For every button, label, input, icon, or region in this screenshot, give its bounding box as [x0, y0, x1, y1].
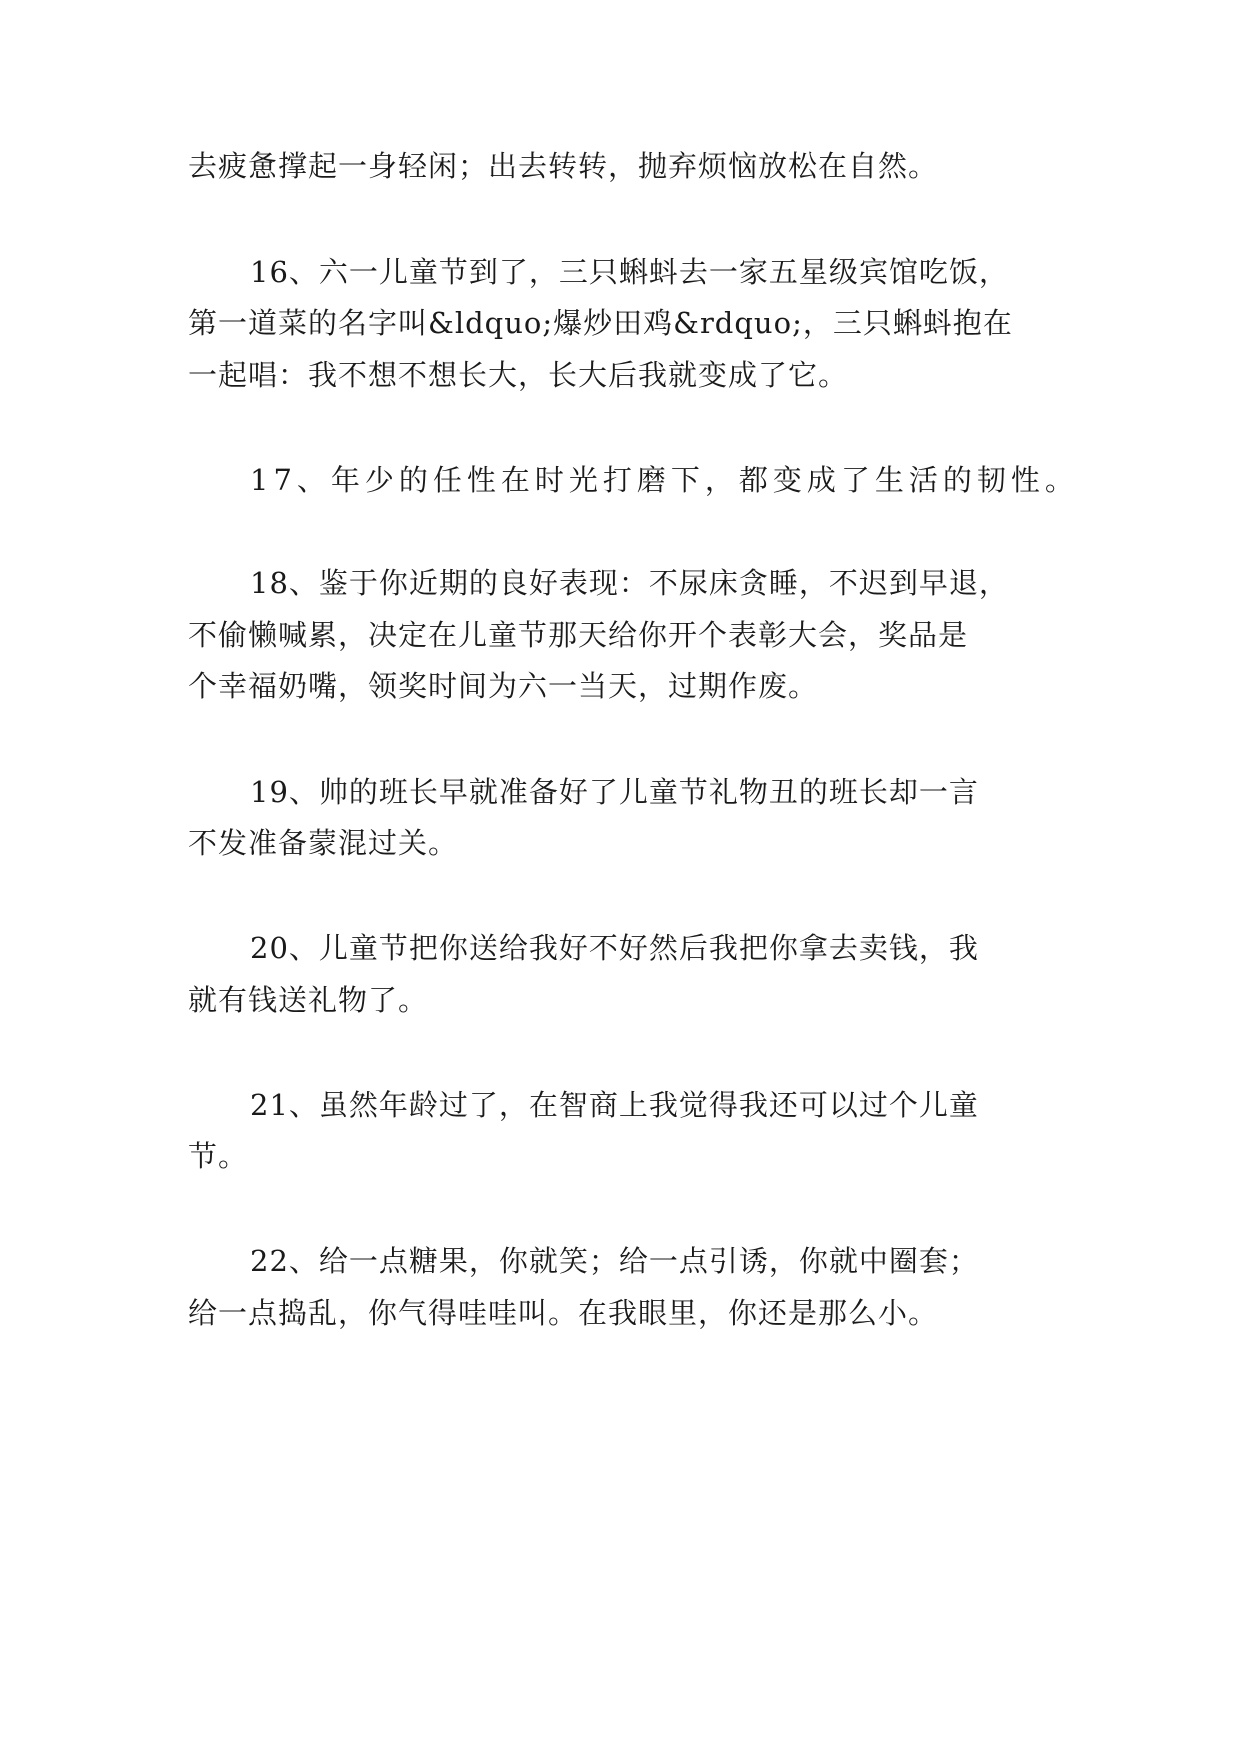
paragraph-line: 个幸福奶嘴，领奖时间为六一当天，过期作废。: [188, 669, 819, 703]
paragraph-line: 第一道菜的名字叫&ldquo;爆炒田鸡&rdquo;，三只蝌蚪抱在: [188, 306, 1013, 340]
paragraph-line: 18、鉴于你近期的良好表现：不尿床贪睡，不迟到早退，: [250, 566, 1009, 600]
paragraph-line: 21、虽然年龄过了，在智商上我觉得我还可以过个儿童: [250, 1088, 979, 1122]
paragraph-line: 不发准备蒙混过关。: [188, 826, 459, 860]
paragraph-line: 17、年少的任性在时光打磨下，都变成了生活的韧性。: [250, 463, 1079, 497]
paragraph-line: 去疲惫撑起一身轻闲；出去转转，抛弃烦恼放松在自然。: [188, 149, 939, 183]
paragraph-line: 不偷懒喊累，决定在儿童节那天给你开个表彰大会，奖品是: [188, 618, 969, 652]
paragraph-line: 就有钱送礼物了。: [188, 983, 429, 1017]
paragraph-line: 给一点捣乱，你气得哇哇叫。在我眼里，你还是那么小。: [188, 1296, 939, 1330]
paragraph-line: 节。: [188, 1139, 249, 1173]
paragraph-line: 22、给一点糖果，你就笑；给一点引诱，你就中圈套；: [250, 1244, 979, 1278]
paragraph-line: 一起唱：我不想不想长大，长大后我就变成了它。: [188, 358, 849, 392]
paragraph-line: 16、六一儿童节到了，三只蝌蚪去一家五星级宾馆吃饭，: [250, 255, 1009, 289]
paragraph-line: 19、帅的班长早就准备好了儿童节礼物丑的班长却一言: [250, 775, 979, 809]
paragraph-line: 20、儿童节把你送给我好不好然后我把你拿去卖钱，我: [250, 931, 979, 965]
